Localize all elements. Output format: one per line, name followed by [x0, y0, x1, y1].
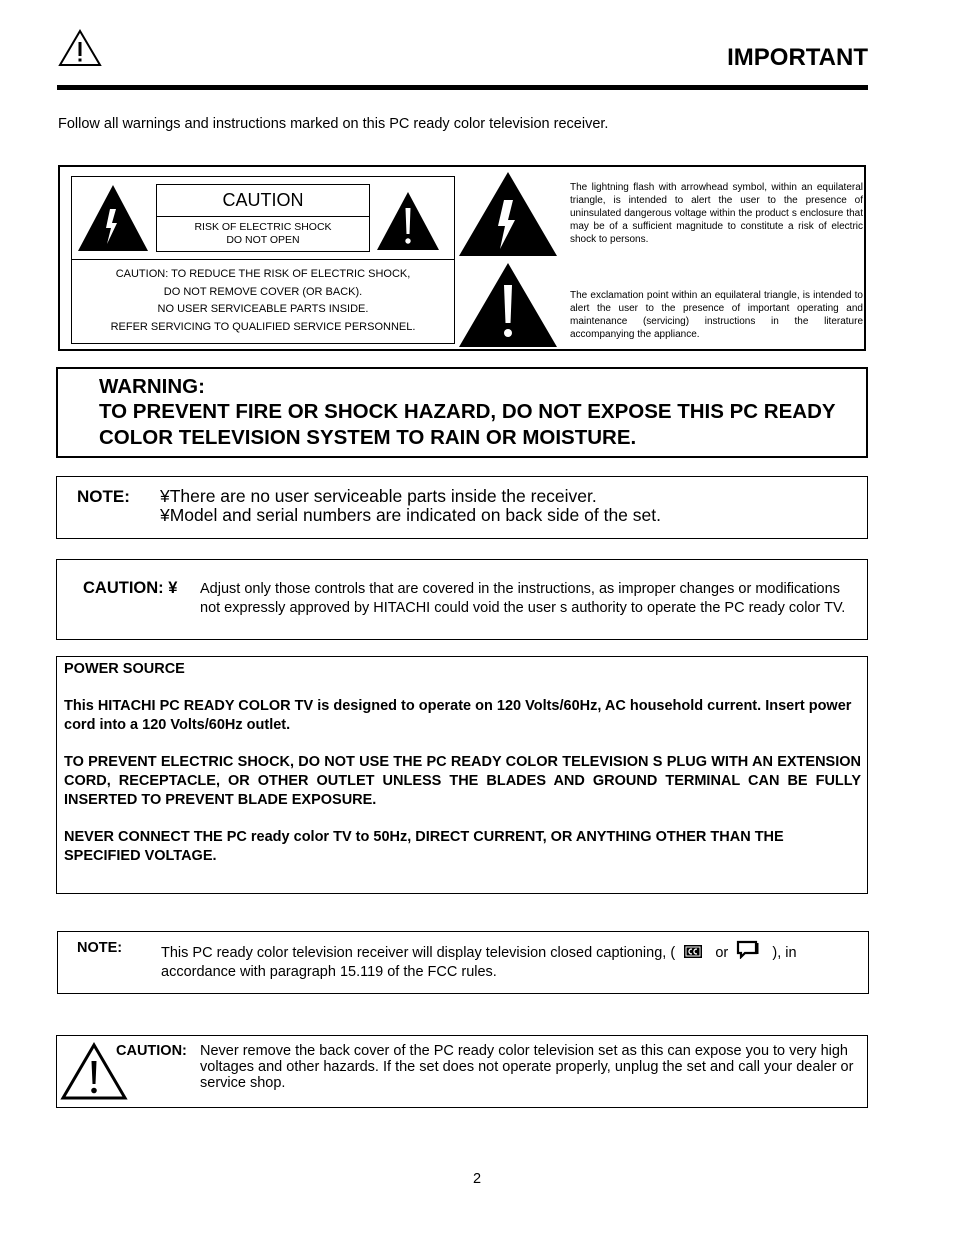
caption-bubble-icon	[736, 940, 760, 959]
section-heading: POWER SOURCE	[64, 661, 185, 677]
warning-text: TO PREVENT FIRE OR SHOCK HAZARD, DO NOT EXPOSE THIS PC READY COLOR TELEVISION SYSTEM TO RAIN OR MOISTURE.	[99, 400, 836, 449]
page-number: 2	[472, 1171, 482, 1187]
lightning-triangle-icon	[457, 170, 559, 258]
caution-text: Never remove the back cover of the PC ready color television set as this can expose you to very high voltages and other hazards. If the set does not operate properly, unplug the set and call your dealer or service shop.	[200, 1043, 854, 1091]
warning-triangle-icon	[57, 28, 103, 68]
caution-text: Adjust only those controls that are covered in the instructions, as improper changes or modifications not expressly approved by HITACHI could void the user s authority to operate the PC ready color TV.	[200, 581, 846, 616]
note-label: NOTE:	[77, 940, 123, 956]
caution-line: NO USER SERVICEABLE PARTS INSIDE.	[157, 303, 369, 315]
note-text-part: or	[715, 945, 729, 961]
caution-label: CAUTION: ¥	[83, 579, 178, 597]
note-bullet-list	[160, 487, 661, 525]
warning-title: WARNING:	[99, 375, 205, 398]
caution-label-title: CAUTION	[222, 190, 304, 210]
caution-line: CAUTION: TO REDUCE THE RISK OF ELECTRIC SHOCK,	[115, 268, 411, 280]
caution-line: REFER SERVICING TO QUALIFIED SERVICE PERSONNEL.	[110, 320, 416, 333]
caution-label-text	[71, 266, 455, 336]
caution-label-sub-line: DO NOT OPEN	[226, 234, 300, 246]
note-text-part: ), in accordance with paragraph 15.119 of the FCC rules.	[161, 945, 797, 980]
caution-label-subtitle	[157, 221, 369, 247]
caution-line: DO NOT REMOVE COVER (OR BACK).	[163, 285, 363, 298]
paragraph: NEVER CONNECT THE PC ready color TV to 50Hz, DIRECT CURRENT, OR ANYTHING OTHER THAN THE SPECIFIED VOLTAGE.	[64, 829, 784, 864]
lightning-symbol-description: The lightning flash with arrowhead symbol, within an equilateral triangle, is intended to alert the user to the presence of uninsulated dangerous voltage within the product s enclosure that may be of a sufficient magnitude to constitute a risk of electric shock to persons.	[570, 182, 863, 245]
closed-caption-icon	[683, 944, 703, 959]
caution-label-separator	[157, 216, 369, 217]
list-item: ¥There are no user serviceable parts inside the receiver.	[160, 486, 597, 506]
power-source-content	[64, 660, 861, 884]
list-item: ¥Model and serial numbers are indicated on back side of the set.	[160, 505, 661, 525]
label-divider	[71, 259, 455, 260]
note-label: NOTE:	[77, 487, 130, 506]
exclamation-triangle-icon	[457, 261, 559, 349]
lightning-triangle-icon	[76, 183, 150, 253]
intro-text: Follow all warnings and instructions marked on this PC ready color television receiver.	[58, 116, 609, 132]
caution-label-sub-line: RISK OF ELECTRIC SHOCK	[194, 221, 332, 233]
page-title: IMPORTANT	[727, 44, 868, 71]
note-text-part: This PC ready color television receiver will display television closed captioning, (	[161, 945, 676, 961]
exclamation-symbol-description: The exclamation point within an equilateral triangle, is intended to alert the user to the presence of important operating and maintenance (servicing) instructions in the literature accompanying the appliance.	[570, 290, 863, 340]
paragraph: TO PREVENT ELECTRIC SHOCK, DO NOT USE THE PC READY COLOR TELEVISION S PLUG WITH AN EXTENSION CORD, RECEPTACLE, OR OTHER OUTLET UNLESS THE BLADES AND GROUND TERMINAL CAN BE FULLY INSERTED TO PREVENT BLADE EXPOSURE.	[64, 754, 861, 808]
header-rule	[57, 85, 868, 90]
note-text	[161, 940, 855, 982]
exclamation-triangle-icon	[375, 190, 441, 252]
paragraph: This HITACHI PC READY COLOR TV is designed to operate on 120 Volts/60Hz, AC household current. Insert power cord into a 120 Volts/60Hz outlet.	[64, 698, 852, 733]
caution-label: CAUTION:	[116, 1043, 187, 1059]
